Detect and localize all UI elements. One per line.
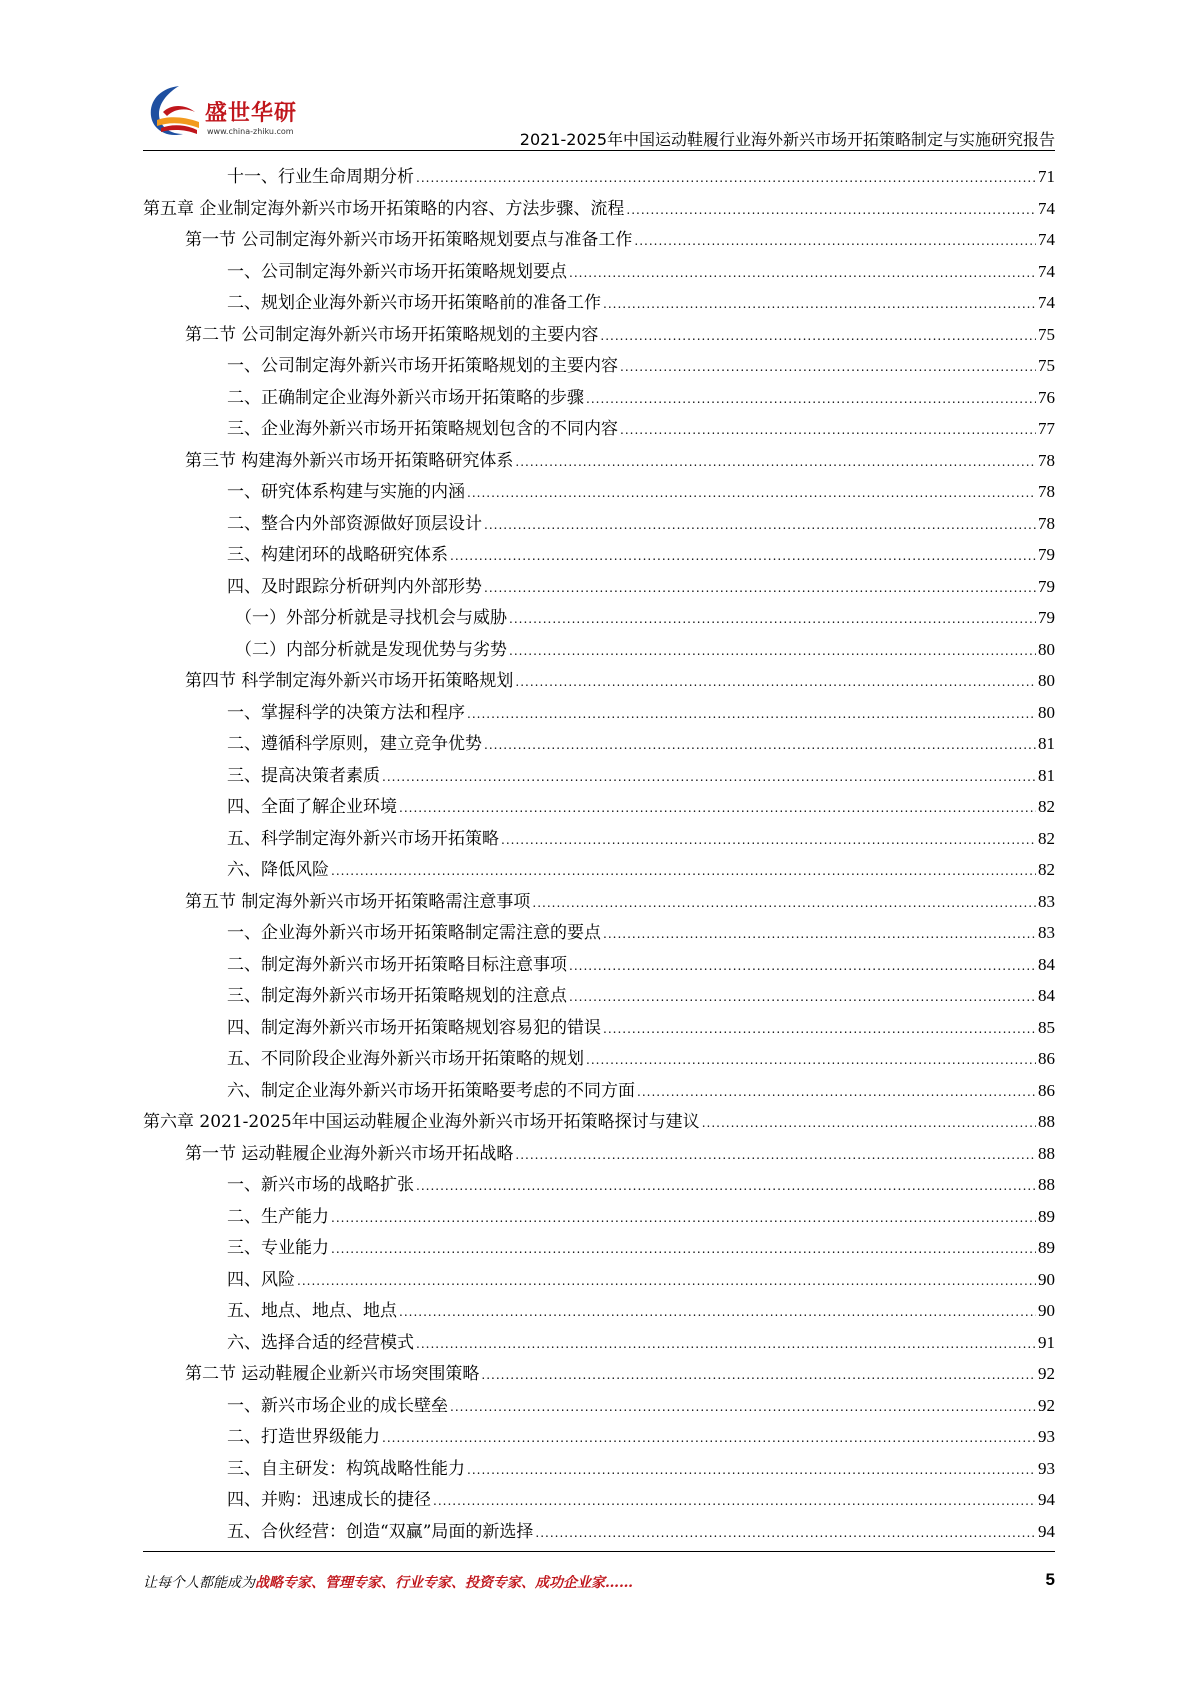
toc-entry[interactable]	[143, 1202, 1055, 1234]
toc-entry[interactable]	[143, 446, 1055, 478]
toc-entry-page: 82	[1038, 828, 1055, 848]
toc-dot-leader	[467, 486, 1036, 500]
page-header	[143, 82, 1055, 150]
toc-entry[interactable]	[143, 1359, 1055, 1391]
toc-entry-title: 四、全面了解企业环境	[227, 797, 397, 817]
toc-entry-title: 五、科学制定海外新兴市场开拓策略	[227, 828, 499, 849]
toc-dot-leader	[416, 171, 1036, 185]
table-of-contents	[143, 162, 1055, 1548]
toc-entry-title: 二、生产能力	[227, 1206, 329, 1227]
footer-slogan	[143, 1572, 633, 1592]
toc-entry[interactable]	[143, 698, 1055, 730]
toc-dot-leader	[501, 833, 1036, 847]
toc-entry-title: 二、打造世界级能力	[227, 1427, 380, 1447]
toc-entry[interactable]	[143, 477, 1055, 509]
toc-entry-page: 81	[1038, 765, 1055, 785]
toc-dot-leader	[450, 549, 1036, 563]
toc-dot-leader	[569, 990, 1036, 1004]
toc-entry[interactable]	[143, 1485, 1055, 1517]
toc-entry-page: 88	[1038, 1143, 1055, 1163]
toc-dot-leader	[416, 1337, 1036, 1351]
toc-entry-page: 75	[1038, 324, 1055, 344]
toc-dot-leader	[600, 329, 1036, 343]
toc-entry-page: 94	[1038, 1490, 1055, 1509]
toc-dot-leader	[416, 1179, 1036, 1193]
toc-entry[interactable]	[143, 1328, 1055, 1360]
toc-entry-page: 78	[1038, 450, 1055, 470]
toc-dot-leader	[532, 896, 1036, 910]
toc-entry[interactable]	[143, 1296, 1055, 1328]
toc-entry-title: 三、自主研发：构筑战略性能力	[227, 1458, 465, 1479]
toc-entry-page: 82	[1038, 797, 1055, 816]
toc-dot-leader	[637, 1085, 1036, 1099]
toc-dot-leader	[603, 927, 1036, 941]
toc-entry[interactable]	[143, 918, 1055, 950]
toc-entry[interactable]	[143, 414, 1055, 446]
toc-entry[interactable]	[143, 887, 1055, 919]
toc-entry-page: 85	[1038, 1017, 1055, 1037]
toc-entry-page: 82	[1038, 860, 1055, 879]
toc-dot-leader	[626, 203, 1036, 217]
toc-entry-title: 四、制定海外新兴市场开拓策略规划容易犯的错误	[227, 1017, 601, 1038]
toc-entry-page: 86	[1038, 1049, 1055, 1068]
toc-entry[interactable]	[143, 729, 1055, 761]
toc-entry-page: 79	[1038, 608, 1055, 627]
toc-entry-page: 84	[1038, 954, 1055, 974]
toc-entry-page: 83	[1038, 923, 1055, 942]
toc-entry-page: 93	[1038, 1458, 1055, 1478]
toc-entry-title: 一、新兴市场的战略扩张	[227, 1175, 414, 1195]
toc-dot-leader	[484, 581, 1036, 595]
toc-dot-leader	[399, 1305, 1036, 1319]
toc-entry-title: 六、选择合适的经营模式	[227, 1332, 414, 1353]
toc-entry-title: 二、正确制定企业海外新兴市场开拓策略的步骤	[227, 387, 584, 408]
footer-slogan-highlight: 战略专家、管理专家、行业专家、投资专家、成功企业家……	[255, 1575, 633, 1591]
toc-entry-title: 第一节 公司制定海外新兴市场开拓策略规划要点与准备工作	[185, 230, 633, 250]
toc-dot-leader	[481, 1368, 1036, 1382]
toc-entry-page: 91	[1038, 1332, 1055, 1352]
toc-entry-title: 一、掌握科学的决策方法和程序	[227, 702, 465, 723]
toc-entry-page: 79	[1038, 576, 1055, 596]
toc-dot-leader	[586, 1053, 1036, 1067]
toc-entry[interactable]	[143, 1391, 1055, 1423]
toc-dot-leader	[382, 770, 1036, 784]
toc-entry[interactable]	[143, 540, 1055, 572]
toc-entry-title: 一、研究体系构建与实施的内涵	[227, 482, 465, 502]
toc-entry[interactable]	[143, 855, 1055, 887]
toc-dot-leader	[603, 1022, 1036, 1036]
toc-dot-leader	[297, 1274, 1036, 1288]
toc-entry-title: 三、提高决策者素质	[227, 765, 380, 786]
toc-entry[interactable]	[143, 257, 1055, 289]
toc-dot-leader	[634, 234, 1036, 248]
toc-entry[interactable]	[143, 981, 1055, 1013]
toc-entry-title: 一、企业海外新兴市场开拓策略制定需注意的要点	[227, 923, 601, 943]
page-number: 5	[1045, 1570, 1055, 1589]
toc-dot-leader	[603, 297, 1036, 311]
toc-entry-page: 83	[1038, 891, 1055, 911]
toc-dot-leader	[535, 1526, 1036, 1540]
toc-dot-leader	[467, 707, 1036, 721]
toc-entry[interactable]	[143, 792, 1055, 824]
toc-dot-leader	[569, 266, 1036, 280]
toc-entry-page: 78	[1038, 482, 1055, 501]
toc-entry-title: 二、遵循科学原则，建立竞争优势	[227, 734, 482, 754]
toc-dot-leader	[586, 392, 1036, 406]
toc-entry[interactable]	[143, 824, 1055, 856]
toc-entry-page: 74	[1038, 230, 1055, 249]
company-logo	[143, 82, 313, 150]
toc-entry-title: （二）内部分析就是发现优势与劣势	[235, 639, 507, 660]
toc-entry[interactable]	[143, 1422, 1055, 1454]
toc-dot-leader	[331, 1242, 1036, 1256]
toc-dot-leader	[515, 455, 1036, 469]
toc-entry-title: 三、制定海外新兴市场开拓策略规划的注意点	[227, 986, 567, 1006]
toc-entry[interactable]	[143, 1076, 1055, 1108]
toc-entry-title: 三、专业能力	[227, 1238, 329, 1258]
toc-entry[interactable]	[143, 225, 1055, 257]
toc-entry-page: 76	[1038, 387, 1055, 407]
toc-entry[interactable]	[143, 572, 1055, 604]
toc-entry-title: 五、地点、地点、地点	[227, 1301, 397, 1321]
toc-dot-leader	[467, 1463, 1036, 1477]
toc-entry-title: 第四节 科学制定海外新兴市场开拓策略规划	[185, 671, 514, 691]
toc-entry-page: 74	[1038, 198, 1055, 218]
toc-entry-page: 80	[1038, 671, 1055, 690]
header-divider	[143, 150, 1055, 151]
page-footer	[143, 1572, 1055, 1596]
toc-entry[interactable]	[143, 1454, 1055, 1486]
toc-entry-title: （一）外部分析就是寻找机会与威胁	[235, 608, 507, 628]
toc-dot-leader	[450, 1400, 1036, 1414]
toc-dot-leader	[515, 675, 1036, 689]
toc-dot-leader	[620, 360, 1036, 374]
toc-entry-page: 86	[1038, 1080, 1055, 1100]
toc-entry-page: 92	[1038, 1364, 1055, 1383]
toc-dot-leader	[515, 1148, 1036, 1162]
toc-entry[interactable]	[143, 1517, 1055, 1549]
toc-entry-page: 89	[1038, 1206, 1055, 1226]
toc-entry-page: 90	[1038, 1269, 1055, 1289]
toc-entry-page: 74	[1038, 261, 1055, 281]
logo-name: 盛世华研	[205, 101, 298, 126]
toc-entry-title: 二、整合内外部资源做好顶层设计	[227, 513, 482, 534]
toc-entry[interactable]	[143, 1139, 1055, 1171]
toc-dot-leader	[382, 1431, 1036, 1445]
toc-entry-page: 93	[1038, 1427, 1055, 1446]
toc-entry[interactable]	[143, 761, 1055, 793]
toc-entry[interactable]	[143, 635, 1055, 667]
toc-entry[interactable]	[143, 1013, 1055, 1045]
footer-divider	[143, 1551, 1055, 1552]
toc-dot-leader	[702, 1116, 1036, 1130]
toc-entry-page: 89	[1038, 1238, 1055, 1257]
toc-dot-leader	[509, 612, 1036, 626]
toc-entry-page: 80	[1038, 702, 1055, 722]
toc-entry-title: 一、公司制定海外新兴市场开拓策略规划要点	[227, 261, 567, 282]
toc-entry-title: 三、企业海外新兴市场开拓策略规划包含的不同内容	[227, 419, 618, 439]
toc-entry-title: 第五章 企业制定海外新兴市场开拓策略的内容、方法步骤、流程	[143, 198, 625, 219]
toc-dot-leader	[433, 1494, 1036, 1508]
toc-entry[interactable]	[143, 1233, 1055, 1265]
toc-entry-page: 81	[1038, 734, 1055, 753]
toc-entry[interactable]	[143, 666, 1055, 698]
toc-entry-page: 88	[1038, 1112, 1055, 1131]
toc-entry-page: 94	[1038, 1521, 1055, 1541]
toc-entry-title: 五、不同阶段企业海外新兴市场开拓策略的规划	[227, 1049, 584, 1069]
toc-entry-title: 二、规划企业海外新兴市场开拓策略前的准备工作	[227, 293, 601, 313]
toc-entry-title: 四、并购：迅速成长的捷径	[227, 1490, 431, 1510]
toc-entry[interactable]	[143, 288, 1055, 320]
toc-dot-leader	[509, 644, 1036, 658]
toc-entry[interactable]	[143, 194, 1055, 226]
toc-entry-page: 80	[1038, 639, 1055, 659]
toc-entry[interactable]	[143, 351, 1055, 383]
toc-entry-title: 一、公司制定海外新兴市场开拓策略规划的主要内容	[227, 356, 618, 376]
toc-entry-title: 六、制定企业海外新兴市场开拓策略要考虑的不同方面	[227, 1080, 635, 1101]
toc-dot-leader	[399, 801, 1036, 815]
toc-entry-title: 四、及时跟踪分析研判内外部形势	[227, 576, 482, 597]
toc-entry-page: 78	[1038, 513, 1055, 533]
toc-entry-title: 二、制定海外新兴市场开拓策略目标注意事项	[227, 954, 567, 975]
logo-emblem-icon	[143, 82, 207, 144]
toc-entry-title: 第二节 运动鞋履企业新兴市场突围策略	[185, 1364, 480, 1384]
toc-entry-title: 第三节 构建海外新兴市场开拓策略研究体系	[185, 450, 514, 471]
toc-entry[interactable]	[143, 509, 1055, 541]
toc-dot-leader	[620, 423, 1036, 437]
toc-entry[interactable]	[143, 1170, 1055, 1202]
toc-dot-leader	[484, 738, 1036, 752]
toc-entry-title: 三、构建闭环的战略研究体系	[227, 545, 448, 565]
toc-dot-leader	[331, 864, 1036, 878]
toc-entry[interactable]	[143, 320, 1055, 352]
toc-entry-page: 71	[1038, 167, 1055, 186]
toc-entry[interactable]	[143, 1107, 1055, 1139]
toc-entry-title: 第二节 公司制定海外新兴市场开拓策略规划的主要内容	[185, 324, 599, 345]
toc-entry-title: 四、风险	[227, 1269, 295, 1290]
toc-entry[interactable]	[143, 383, 1055, 415]
toc-entry-page: 92	[1038, 1395, 1055, 1415]
toc-entry-page: 84	[1038, 986, 1055, 1005]
toc-entry-page: 88	[1038, 1175, 1055, 1194]
toc-entry-title: 五、合伙经营：创造“双赢”局面的新选择	[227, 1521, 534, 1542]
logo-url: www.china-zhiku.com	[207, 127, 294, 136]
toc-entry-page: 77	[1038, 419, 1055, 438]
toc-entry-page: 79	[1038, 545, 1055, 564]
toc-entry-title: 第五节 制定海外新兴市场开拓策略需注意事项	[185, 891, 531, 912]
toc-entry-title: 十一、行业生命周期分析	[227, 167, 414, 187]
toc-entry[interactable]	[143, 1265, 1055, 1297]
footer-slogan-lead: 让每个人都能成为	[143, 1575, 255, 1591]
toc-entry-title: 一、新兴市场企业的成长壁垒	[227, 1395, 448, 1416]
toc-entry-title: 第一节 运动鞋履企业海外新兴市场开拓战略	[185, 1143, 514, 1164]
toc-entry-title: 六、降低风险	[227, 860, 329, 880]
toc-entry[interactable]	[143, 950, 1055, 982]
toc-dot-leader	[484, 518, 1036, 532]
toc-entry-page: 75	[1038, 356, 1055, 375]
toc-entry[interactable]	[143, 603, 1055, 635]
toc-dot-leader	[569, 959, 1036, 973]
report-title: 2021-2025年中国运动鞋履行业海外新兴市场开拓策略制定与实施研究报告	[519, 130, 1055, 149]
toc-entry-page: 90	[1038, 1301, 1055, 1320]
toc-entry[interactable]	[143, 162, 1055, 194]
toc-entry-title: 第六章 2021-2025年中国运动鞋履企业海外新兴市场开拓策略探讨与建议	[143, 1112, 700, 1132]
toc-entry-page: 74	[1038, 293, 1055, 312]
toc-dot-leader	[331, 1211, 1036, 1225]
toc-entry[interactable]	[143, 1044, 1055, 1076]
